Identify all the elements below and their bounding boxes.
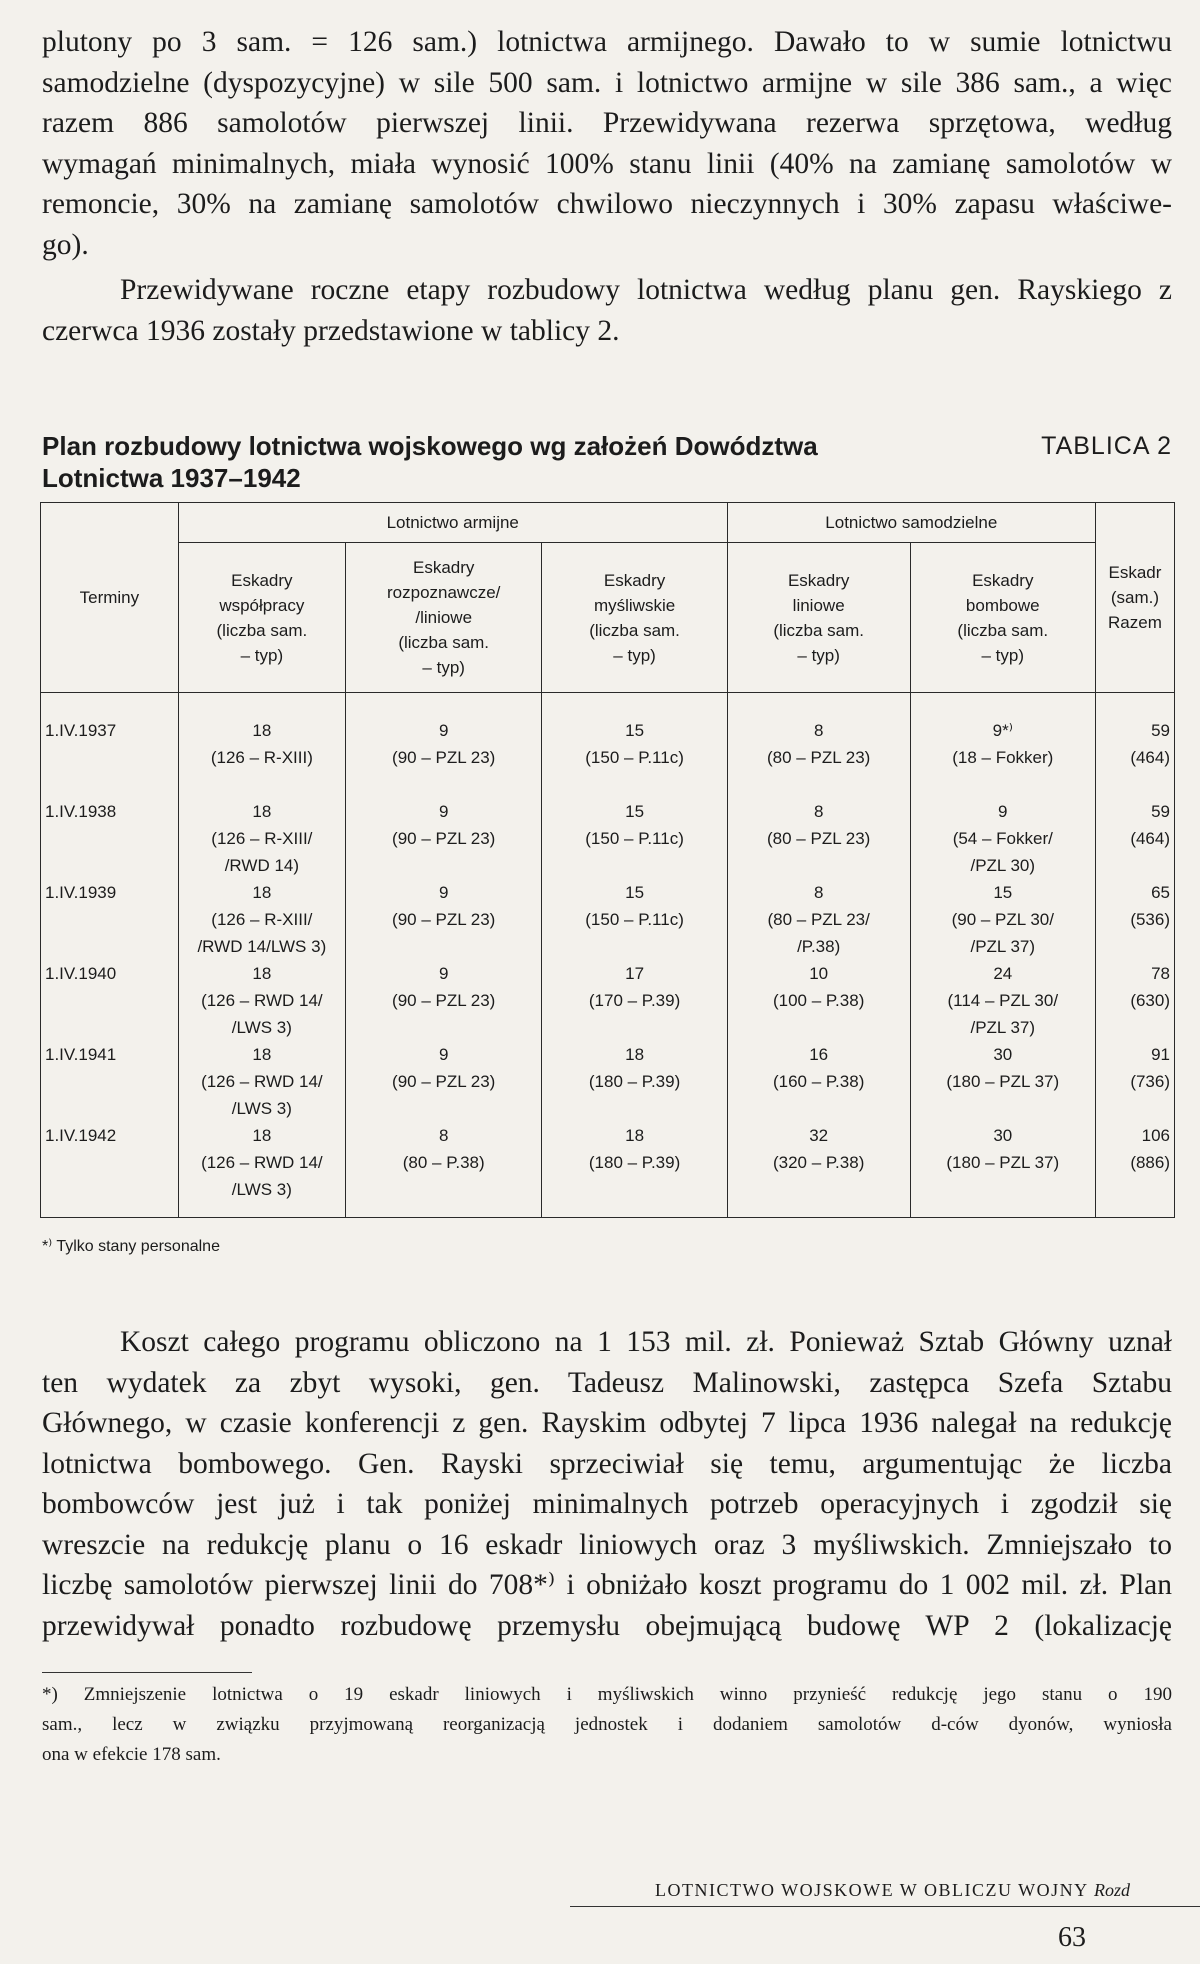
wspolpracy-cell-line: /LWS 3)	[231, 1018, 292, 1037]
razem-column	[1095, 693, 1174, 1218]
mysliwskie-cell-line: 15	[625, 883, 645, 902]
footnote-line: sam., lecz w związku przyjmowaną reorganizacją jednostek i dodaniem samolotów d-ców dyonów, wyniosła	[42, 1714, 1172, 1735]
table-footnote: *⁾ Tylko stany personalne	[42, 1238, 220, 1255]
liniowe-cell-line: (80 – PZL 23/	[767, 910, 870, 929]
wspolpracy-cell-line: 18	[252, 883, 272, 902]
razem-cell-line	[1096, 852, 1170, 879]
term-cell-line: 1.IV.1942	[45, 1126, 117, 1145]
text-line: wymagań minimalnych, miała wynosić 100% stanu linii (40% na zamianę samolotów w	[42, 147, 1172, 180]
mysliwskie-cells	[542, 693, 726, 1203]
liniowe-cell-line: (80 – PZL 23)	[767, 829, 871, 848]
mysliwskie-cell-line: (170 – P.39)	[588, 991, 681, 1010]
text-line: razem 886 samolotów pierwszej linii. Przewidywana rezerwa sprzętowa, według	[42, 107, 1172, 139]
header-mysliwskie: Eskadry myśliwskie (liczba sam. – typ)	[542, 543, 727, 693]
table-body-row	[41, 693, 1175, 1218]
wspolpracy-cell-line: /RWD 14)	[224, 856, 300, 875]
wspolpracy-cells	[179, 693, 345, 1203]
rozpoznawcze-cell-line: (90 – PZL 23)	[392, 1072, 496, 1091]
wspolpracy-cell-line: /LWS 3)	[231, 1180, 292, 1199]
rozpoznawcze-cell-line: 9	[438, 721, 449, 740]
bombowe-cell-line: (114 – PZL 30/	[947, 991, 1059, 1010]
running-header-rule	[570, 1906, 1200, 1907]
text-line: Koszt całego programu obliczono na 1 153 mil. zł. Ponieważ Sztab Główny uznał	[120, 1326, 1172, 1358]
term-cell-line	[45, 825, 178, 852]
mysliwskie-cell-line: 17	[625, 964, 645, 983]
footnote-line: *) Zmniejszenie lotnictwa o 19 eskadr liniowych i myśliwskich winno przynieść redukcję jego stanu o 190	[42, 1684, 1172, 1705]
liniowe-cell-line: (160 – P.38)	[772, 1072, 865, 1091]
mysliwskie-column	[542, 693, 727, 1218]
rozpoznawcze-cell-line	[346, 1014, 542, 1041]
wspolpracy-cell-line: 18	[252, 802, 272, 821]
rozpoznawcze-cell-line: 9	[438, 883, 449, 902]
rozpoznawcze-cell-line	[346, 771, 542, 798]
mysliwskie-cell-line	[542, 933, 726, 960]
term-cell-line	[45, 771, 178, 798]
term-cell-line	[45, 744, 178, 771]
liniowe-cell-line: 10	[809, 964, 829, 983]
razem-cell-line: 78	[1151, 964, 1170, 983]
running-header-author: Rozd	[1093, 1880, 1130, 1900]
mysliwskie-cell-line: 15	[625, 802, 645, 821]
wspolpracy-cell-line	[179, 771, 345, 798]
paragraph-2	[42, 270, 1172, 351]
bombowe-cell-line: 24	[993, 964, 1013, 983]
razem-cell-line	[1096, 1014, 1170, 1041]
rozpoznawcze-cell-line: 9	[438, 964, 449, 983]
term-cell-line: 1.IV.1941	[45, 1045, 117, 1064]
footnote-rule	[42, 1672, 252, 1673]
header-armijne: Lotnictwo armijne	[178, 503, 727, 543]
text-line: lotnictwa bombowego. Gen. Rayski sprzeciwiał się temu, argumentując że liczba	[42, 1447, 1172, 1480]
text-line: wreszcie na redukcję planu o 16 eskadr liniowych oraz 3 myśliwskich. Zmniejszało to	[42, 1528, 1172, 1561]
term-cell-line	[45, 906, 178, 933]
wspolpracy-cell-line: 18	[252, 721, 272, 740]
razem-cell-line: (536)	[1130, 910, 1170, 929]
term-cell-line: 1.IV.1938	[45, 802, 117, 821]
liniowe-cell-line: 16	[809, 1045, 829, 1064]
table-title-line: Lotnictwa 1937–1942	[42, 463, 301, 493]
term-cell-line: 1.IV.1937	[45, 721, 117, 740]
header-liniowe: Eskadry liniowe (liczba sam. – typ)	[727, 543, 910, 693]
term-cell-line	[45, 987, 178, 1014]
text-line: bombowców jest już i tak poniżej minimalnych potrzeb operacyjnych i zgodził się	[42, 1488, 1172, 1520]
term-cell-line	[45, 1095, 178, 1122]
text-line: plutony po 3 sam. = 126 sam.) lotnictwa armijnego. Dawało to w sumie lotnictwu	[42, 26, 1172, 58]
razem-cell-line	[1096, 771, 1170, 798]
bombowe-cell-line: 30	[993, 1126, 1013, 1145]
plan-table	[40, 502, 1175, 1218]
liniowe-cell-line	[728, 852, 910, 879]
bombowe-cell-line: (90 – PZL 30/	[951, 910, 1054, 929]
running-header	[655, 1880, 1130, 1901]
bombowe-cell-line: 9	[998, 802, 1008, 821]
mysliwskie-cell-line	[542, 1176, 726, 1203]
mysliwskie-cell-line	[542, 1014, 726, 1041]
liniowe-cell-line: (80 – PZL 23)	[767, 748, 871, 767]
mysliwskie-cell-line: (180 – P.39)	[588, 1072, 681, 1091]
bombowe-cell-line: /PZL 37)	[970, 1018, 1036, 1037]
wspolpracy-cell-line: /LWS 3)	[231, 1099, 292, 1118]
header-razem: Eskadr (sam.) Razem	[1095, 503, 1174, 693]
term-cell-line	[45, 852, 178, 879]
bombowe-cell-line: (180 – PZL 37)	[946, 1072, 1060, 1091]
mysliwskie-cell-line: 18	[625, 1045, 645, 1064]
paragraph-3	[42, 1322, 1172, 1646]
liniowe-cell-line: 8	[813, 883, 824, 902]
header-samodzielne: Lotnictwo samodzielne	[727, 503, 1095, 543]
bombowe-cell-line	[911, 771, 1095, 798]
rozpoznawcze-cell-line: (90 – PZL 23)	[392, 991, 496, 1010]
bombowe-cell-line: /PZL 30)	[970, 856, 1036, 875]
rozpoznawcze-cells	[346, 693, 542, 1203]
term-cell-line	[45, 1149, 178, 1176]
liniowe-cell-line: 8	[813, 721, 824, 740]
term-cell-line	[45, 1068, 178, 1095]
razem-cell-line: 59	[1151, 802, 1170, 821]
term-cell-line	[45, 933, 178, 960]
wspolpracy-cell-line: 18	[252, 1126, 272, 1145]
razem-cell-line: (630)	[1130, 991, 1170, 1010]
wspolpracy-column	[178, 693, 345, 1218]
razem-cell-line: 91	[1151, 1045, 1170, 1064]
table-header-row	[41, 503, 1175, 543]
table-label: TABLICA 2	[1041, 432, 1172, 460]
razem-cell-line: 106	[1141, 1126, 1170, 1145]
mysliwskie-cell-line: (150 – P.11c)	[585, 829, 684, 848]
header-bombowe: Eskadry bombowe (liczba sam. – typ)	[910, 543, 1095, 693]
text-line: ten wydatek za zbyt wysoki, gen. Tadeusz Malinowski, zastępca Szefa Sztabu	[42, 1366, 1172, 1399]
rozpoznawcze-cell-line: (90 – PZL 23)	[392, 829, 496, 848]
text-line: samodzielne (dyspozycyjne) w sile 500 sam. i lotnictwo armijne w sile 386 sam., a więc	[42, 66, 1172, 99]
liniowe-cell-line: 32	[809, 1126, 829, 1145]
term-cell-line: 1.IV.1940	[45, 964, 117, 983]
text-line: czerwca 1936 zostały przedstawione w tablicy 2.	[42, 314, 620, 347]
bombowe-cell-line	[911, 1095, 1095, 1122]
razem-cells	[1096, 693, 1170, 1203]
page-footnote	[42, 1680, 1172, 1770]
wspolpracy-cell-line: (126 – R-XIII/	[211, 910, 313, 929]
table-title	[42, 430, 942, 494]
rozpoznawcze-cell-line: (90 – PZL 23)	[392, 748, 496, 767]
header-wspolpracy: Eskadry współpracy (liczba sam. – typ)	[178, 543, 345, 693]
running-header-title: LOTNICTWO WOJSKOWE W OBLICZU WOJNY	[655, 1880, 1088, 1900]
liniowe-column	[727, 693, 910, 1218]
bombowe-cell-line: 15	[993, 883, 1013, 902]
rozpoznawcze-cell-line	[346, 1176, 542, 1203]
wspolpracy-cell-line: 18	[252, 1045, 272, 1064]
header-rozpoznawcze: Eskadry rozpoznawcze/ /liniowe (liczba sam. – typ)	[345, 543, 542, 693]
razem-cell-line: 65	[1151, 883, 1170, 902]
term-cell-line	[45, 1176, 178, 1203]
liniowe-cell-line: (100 – P.38)	[772, 991, 865, 1010]
liniowe-cell-line: 8	[813, 802, 824, 821]
text-line: Głównego, w czasie konferencji z gen. Rayskim odbytej 7 lipca 1936 nalegał na redukcję	[42, 1407, 1172, 1439]
mysliwskie-cell-line	[542, 771, 726, 798]
page-number: 63	[1058, 1922, 1086, 1953]
razem-cell-line: (736)	[1130, 1072, 1170, 1091]
razem-cell-line	[1096, 933, 1170, 960]
wspolpracy-cell-line: (126 – RWD 14/	[201, 991, 323, 1010]
table-title-line: Plan rozbudowy lotnictwa wojskowego wg założeń Dowództwa	[42, 431, 818, 461]
header-terminy: Terminy	[41, 503, 179, 693]
mysliwskie-cell-line: 15	[625, 721, 645, 740]
bombowe-cell-line: (18 – Fokker)	[952, 748, 1054, 767]
liniowe-cell-line: /P.38)	[797, 937, 841, 956]
razem-cell-line: (464)	[1130, 748, 1170, 767]
razem-cell-line	[1096, 1095, 1170, 1122]
mysliwskie-cell-line	[542, 852, 726, 879]
bombowe-cell-line: 30	[993, 1045, 1013, 1064]
text-line: remoncie, 30% na zamianę samolotów chwilowo nieczynnych i 30% zapasu właściwe-	[42, 188, 1172, 220]
rozpoznawcze-cell-line	[346, 933, 542, 960]
term-cell-line: 1.IV.1939	[45, 883, 117, 902]
mysliwskie-cell-line	[542, 1095, 726, 1122]
mysliwskie-cell-line: (180 – P.39)	[588, 1153, 681, 1172]
text-line: przewidywał ponadto rozbudowę przemysłu obejmującą budowę WP 2 (lokalizację	[42, 1609, 1172, 1642]
liniowe-cell-line	[728, 1095, 910, 1122]
mysliwskie-cell-line: (150 – P.11c)	[585, 910, 684, 929]
mysliwskie-cell-line: 18	[625, 1126, 645, 1145]
liniowe-cell-line	[728, 1176, 910, 1203]
razem-cell-line: (464)	[1130, 829, 1170, 848]
liniowe-cells	[728, 693, 910, 1203]
liniowe-cell-line	[728, 771, 910, 798]
bombowe-cell-line	[911, 1176, 1095, 1203]
paragraph-1	[42, 22, 1172, 265]
rozpoznawcze-cell-line: 8	[438, 1126, 449, 1145]
wspolpracy-cell-line: 18	[252, 964, 272, 983]
text-line: Przewidywane roczne etapy rozbudowy lotnictwa według planu gen. Rayskiego z	[120, 274, 1172, 306]
rozpoznawcze-column	[345, 693, 542, 1218]
bombowe-cell-line: (180 – PZL 37)	[946, 1153, 1060, 1172]
bombowe-cell-line: 9*⁾	[992, 721, 1013, 740]
footnote-line: ona w efekcie 178 sam.	[42, 1744, 221, 1765]
wspolpracy-cell-line: (126 – RWD 14/	[201, 1153, 323, 1172]
mysliwskie-cell-line: (150 – P.11c)	[585, 748, 684, 767]
terminy-column	[41, 693, 179, 1218]
wspolpracy-cell-line: (126 – R-XIII/	[211, 829, 313, 848]
rozpoznawcze-cell-line: (80 – P.38)	[402, 1153, 485, 1172]
razem-cell-line: (886)	[1130, 1153, 1170, 1172]
wspolpracy-cell-line: (126 – R-XIII)	[210, 748, 313, 767]
razem-cell-line	[1096, 1176, 1170, 1203]
bombowe-cell-line: /PZL 37)	[970, 937, 1036, 956]
liniowe-cell-line	[728, 1014, 910, 1041]
wspolpracy-cell-line: (126 – RWD 14/	[201, 1072, 323, 1091]
rozpoznawcze-cell-line: 9	[438, 1045, 449, 1064]
bombowe-cell-line: (54 – Fokker/	[952, 829, 1053, 848]
liniowe-cell-line: (320 – P.38)	[772, 1153, 865, 1172]
razem-cell-line: 59	[1151, 721, 1170, 740]
wspolpracy-cell-line: /RWD 14/LWS 3)	[197, 937, 327, 956]
table-subheader-row	[41, 543, 1175, 693]
term-cells	[45, 693, 178, 1203]
text-line: go).	[42, 228, 89, 261]
rozpoznawcze-cell-line: (90 – PZL 23)	[392, 910, 496, 929]
bombowe-column	[910, 693, 1095, 1218]
rozpoznawcze-cell-line: 9	[438, 802, 449, 821]
rozpoznawcze-cell-line	[346, 852, 542, 879]
bombowe-cells	[911, 693, 1095, 1203]
text-line: liczbę samolotów pierwszej linii do 708*⁾ i obniżało koszt programu do 1 002 mil. zł. Plan	[42, 1569, 1172, 1601]
rozpoznawcze-cell-line	[346, 1095, 542, 1122]
term-cell-line	[45, 1014, 178, 1041]
